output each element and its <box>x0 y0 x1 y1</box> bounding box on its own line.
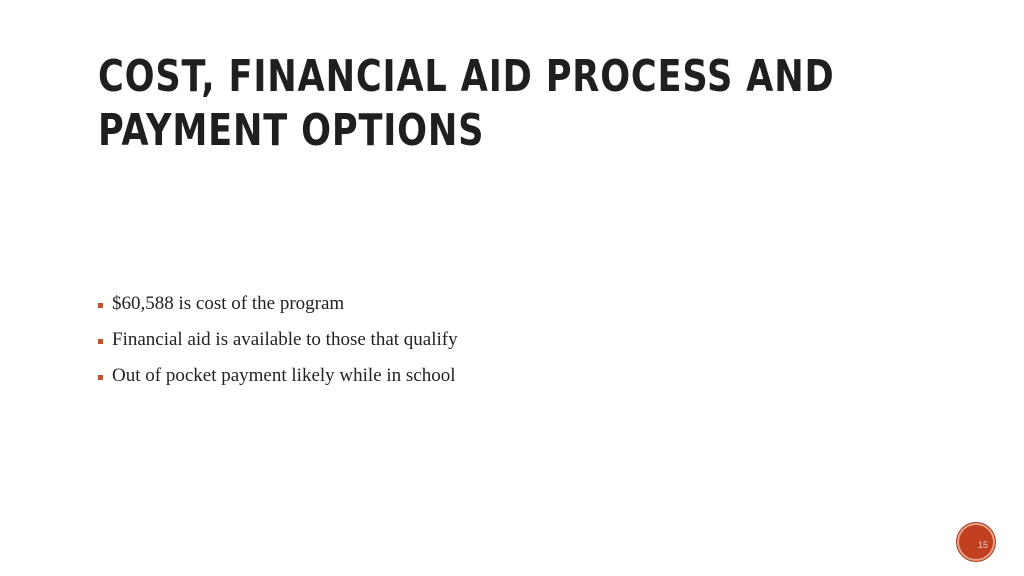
slide-title <box>98 50 835 158</box>
page-number: 15 <box>977 540 988 550</box>
bullet-item <box>98 358 458 394</box>
bullet-item <box>98 286 458 322</box>
slide-title-line-2: PAYMENT OPTIONS <box>98 105 485 156</box>
slide-title-line-1: COST, FINANCIAL AID PROCESS AND <box>98 51 835 102</box>
square-bullet-icon <box>98 375 103 380</box>
square-bullet-icon <box>98 303 103 308</box>
square-bullet-icon <box>98 339 103 344</box>
page-number-badge <box>957 523 995 561</box>
bullet-text: Financial aid is available to those that qualify <box>112 329 458 350</box>
bullet-text: $60,588 is cost of the program <box>112 293 345 314</box>
bullet-item <box>98 322 458 358</box>
bullet-text: Out of pocket payment likely while in school <box>112 365 456 386</box>
bullet-list <box>98 286 458 394</box>
